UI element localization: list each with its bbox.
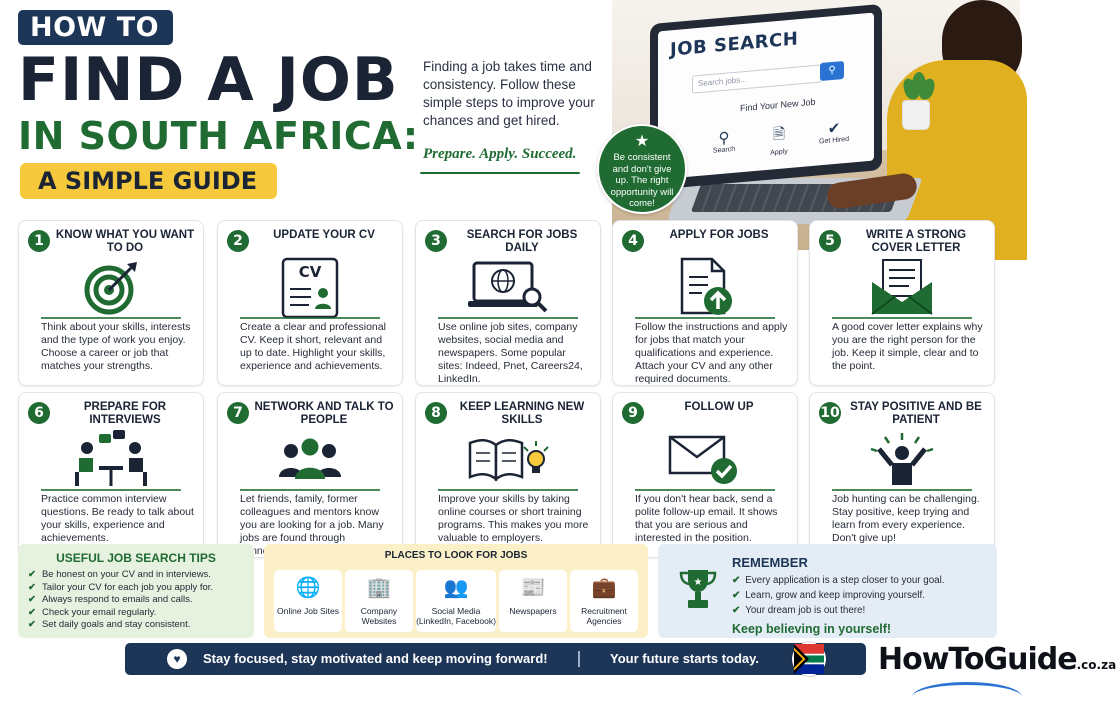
tips-item: ✔ Always respond to emails and calls. [28,594,193,605]
step-title: PREPARE FOR INTERVIEWS [83,401,167,426]
check-icon: ✔ [28,619,36,630]
step-description: Use online job sites, company websites, social media and newspapers. Some popular sites: Indeed, Pnet, Careers24, LinkedIn. [438,321,583,385]
tips-item: ✔ Tailor your CV for each job you apply for. [28,581,214,593]
svg-text:★: ★ [693,577,703,588]
check-icon: ✔ [732,605,741,616]
step-title: FOLLOW UP [684,401,754,413]
network-icon: 👥 [443,577,469,599]
step-card [18,220,204,386]
guide-subtitle: A SIMPLE GUIDE [20,163,277,199]
tips-item: ✔ Be honest on your CV and in interviews. [28,569,211,580]
intro-text: Finding a job takes time and consistency. Follow these simple steps to improve your chances and get hired. [423,59,595,128]
howto-label: HOW TO [18,10,173,45]
check-icon: ✔ [28,594,36,605]
building-icon: 🏢 [366,577,392,599]
screen-apply-item: 🗎 Apply [759,122,799,157]
south-africa-flag-icon [792,642,826,676]
trophy-icon [678,566,718,614]
step-card [809,392,995,558]
step-title: WRITE A STRONG COVER LETTER [865,229,967,254]
step-description: Improve your skills by taking online courses or short training programs. This makes you more valuable to employers. [438,493,589,544]
tips-title: USEFUL JOB SEARCH TIPS [56,551,216,565]
star-icon: ★ [634,133,650,150]
laptop-search-icon [416,257,600,319]
step-title: SEARCH FOR JOBS DAILY [466,229,578,254]
places-title: PLACES TO LOOK FOR JOBS [384,550,528,561]
step-card [612,392,798,558]
footer-bar [125,643,866,675]
person-check-icon: ✔ [827,119,841,138]
step-number: 1 [28,230,50,252]
remember-item: ✔ Learn, grow and keep improving yourself. [732,590,925,601]
screen-title: JOB SEARCH [670,28,799,61]
step-description: Think about your skills, interests and the type of work you enjoy. Choose a career or job that matches your strengths. [41,321,191,372]
globe-icon: 🌐 [295,577,321,599]
screen-search-input: Search jobs... [692,64,822,93]
screen-search-item: ⚲ Search [704,127,744,162]
cv-icon [218,257,402,319]
place-online-job-sites: 🌐 Online Job Sites [274,570,342,632]
step-title: KNOW WHAT YOU WANT TO DO [55,229,195,254]
plant-icon [902,100,930,130]
screen-find-label: Find Your New Job [740,96,816,114]
interview-icon [19,429,203,491]
remember-box [658,544,997,638]
people-group-icon [218,429,402,491]
envelope-check-icon [613,429,797,491]
brand-logo: HowToGuide.co.za [878,642,1116,677]
place-recruitment-agencies: 💼 Recruitment Agencies [570,570,638,632]
envelope-letter-icon [810,257,994,319]
step-number: 8 [425,402,447,424]
place-social-media: 👥 Social Media (LinkedIn, Facebook) [416,570,496,632]
tagline-underline [420,172,580,174]
step-divider [438,317,578,319]
target-icon [19,257,203,319]
step-description: Let friends, family, former colleagues and mentors know you are looking for a job. Many jobs are found through [240,493,384,544]
step-number: 6 [28,402,50,424]
step-number: 7 [227,402,249,424]
step-divider [832,317,972,319]
heart-icon: ♥ [167,649,187,669]
step-number: 2 [227,230,249,252]
step-title: NETWORK AND TALK TO PEOPLE [254,401,394,426]
footer-right-text: Your future starts today. [610,651,760,666]
remember-title: REMEMBER [732,555,808,570]
footer-divider [578,651,580,667]
step-card [612,220,798,386]
step-divider [438,489,578,491]
step-description: A good cover letter explains why you are the right person for the job. Keep it simple, clear and to the point. [832,321,983,372]
places-box [264,544,648,638]
footer-left-text: Stay focused, stay motivated and keep moving forward! [203,651,548,666]
step-divider [240,317,380,319]
document-icon: 🗎 [772,125,786,144]
step-title: APPLY FOR JOBS [669,229,769,241]
remember-item: ✔ Your dream job is out there! [732,605,866,616]
step-divider [41,489,181,491]
step-card [415,220,601,386]
step-number: 4 [622,230,644,252]
recruiter-icon: 💼 [591,577,617,599]
page-title: FIND A JOB [18,45,399,115]
step-description: Create a clear and professional CV. Keep it short, relevant and up to date. Highlight your skills, experience and achievements. [240,321,386,372]
step-title: UPDATE YOUR CV [273,229,375,241]
place-company-websites: 🏢 Company Websites [345,570,413,632]
step-divider [240,489,380,491]
tips-item: ✔ Check your email regularly. [28,606,157,618]
step-description: Practice common interview questions. Be ready to talk about your skills, experience and achievements. [41,493,194,544]
step-number: 5 [819,230,841,252]
step-description: Job hunting can be challenging. Stay positive, keep trying and learn from every experience. Don't give up! [832,493,980,544]
tagline: Prepare. Apply. Succeed. [423,146,577,162]
step-card [415,392,601,558]
check-icon: ✔ [28,581,36,593]
celebrate-person-icon [810,429,994,491]
check-icon: ✔ [732,590,741,601]
step-card [18,392,204,558]
step-number: 9 [622,402,644,424]
tips-item: ✔ Set daily goals and stay consistent. [28,619,191,630]
step-description: Follow the instructions and apply for jobs that match your qualifications and experience. Attach your CV and any other required documents. [635,321,788,385]
place-newspapers: 📰 Newspapers [499,570,567,632]
brand-swoosh [912,682,1022,712]
screen-hired-item: ✔ Get Hired [814,117,854,152]
tips-box [18,544,254,638]
book-lightbulb-icon [416,429,600,491]
search-icon: ⚲ [820,61,844,81]
step-card [217,392,403,558]
step-divider [635,317,775,319]
svg-text:CV: CV [298,263,322,281]
step-title: STAY POSITIVE AND BE PATIENT [850,401,982,426]
step-number: 3 [425,230,447,252]
remember-closing: Keep believing in yourself! [732,622,892,636]
newspaper-icon: 📰 [520,577,546,599]
step-divider [832,489,972,491]
step-divider [635,489,775,491]
upload-document-icon [613,257,797,319]
step-title: KEEP LEARNING NEW SKILLS [459,401,585,426]
check-icon: ✔ [28,606,36,618]
step-card [217,220,403,386]
page-title-location: IN SOUTH AFRICA: [18,114,419,158]
search-icon: ⚲ [718,129,730,148]
step-divider [41,317,181,319]
encouragement-badge: ★ Be consistent and don't give up. The right opportunity will come! [597,124,687,214]
step-description: If you don't hear back, send a polite follow-up email. It shows that you are serious and interested in the position. [635,493,778,544]
check-icon: ✔ [28,569,36,580]
step-card [809,220,995,386]
check-icon: ✔ [732,575,741,586]
remember-item: ✔ Every application is a step closer to your goal. [732,575,945,586]
step-number: 10 [819,402,841,424]
